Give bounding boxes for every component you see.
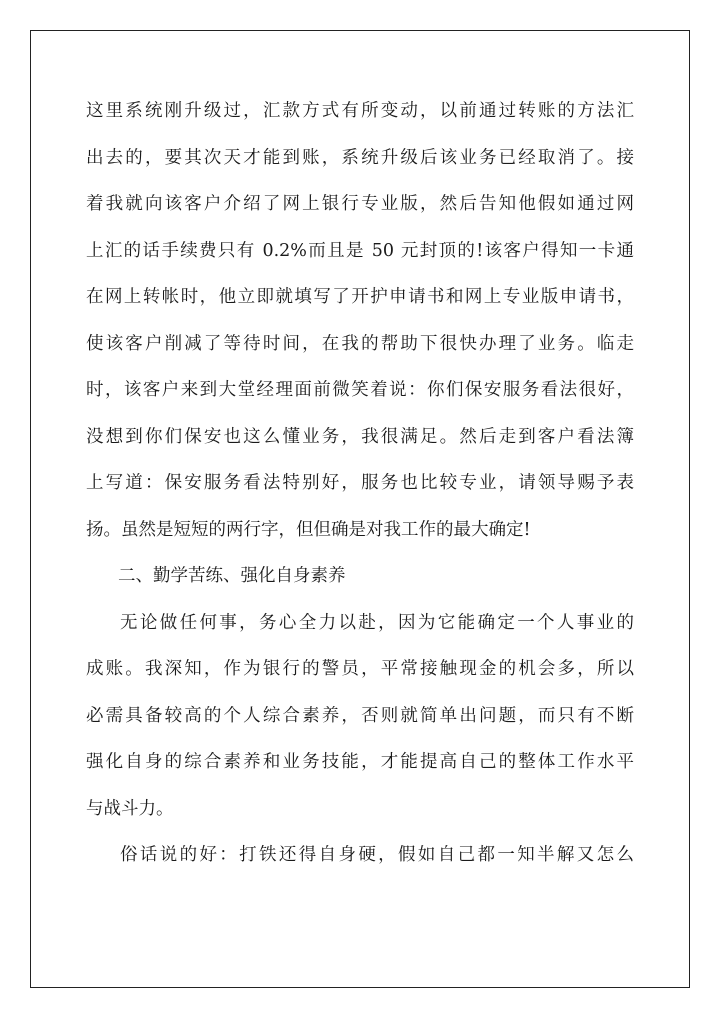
- section-heading: 二、勤学苦练、强化自身素养: [118, 566, 346, 586]
- text-line: 必需具备较高的个人综合素养，否则就简单出问题，而只有不断: [86, 705, 634, 726]
- text-line: 与战斗力。: [86, 798, 174, 819]
- text-line: 着我就向该客户介绍了网上银行专业版，然后告知他假如通过网: [86, 194, 634, 214]
- document-body: [86, 91, 634, 882]
- text-line: 无论做任何事，务心全力以赴，因为它能确定一个人事业的: [120, 612, 634, 633]
- text-line: 出去的，要其次天才能到账，系统升级后该业务已经取消了。接: [86, 147, 634, 168]
- text-line: 没想到你们保安也这么懂业务，我很满足。然后走到客户看法簿: [86, 426, 634, 447]
- text-line: 扬。虽然是短短的两行字，但但确是对我工作的最大确定!: [86, 519, 531, 540]
- text-line: 成账。我深知，作为银行的警员，平常接触现金的机会多，所以: [86, 659, 634, 679]
- text-line: 上写道：保安服务看法特别好，服务也比较专业，请领导赐予表: [86, 473, 634, 493]
- text-line: 在网上转帐时，他立即就填写了开护申请书和网上专业版申请书，: [86, 287, 634, 307]
- text-line: 使该客户削减了等待时间，在我的帮助下很快办理了业务。临走: [86, 333, 634, 354]
- text-line: 时，该客户来到大堂经理面前微笑着说：你们保安服务看法很好，: [86, 380, 634, 400]
- text-line: 强化自身的综合素养和业务技能，才能提高自己的整体工作水平: [86, 752, 634, 772]
- text-line: 这里系统刚升级过，汇款方式有所变动，以前通过转账的方法汇: [86, 101, 634, 121]
- text-line: 上汇的话手续费只有 0.2%而且是 50 元封顶的!该客户得知一卡通: [86, 240, 634, 261]
- text-line: 俗话说的好：打铁还得自身硬，假如自己都一知半解又怎么: [120, 845, 634, 865]
